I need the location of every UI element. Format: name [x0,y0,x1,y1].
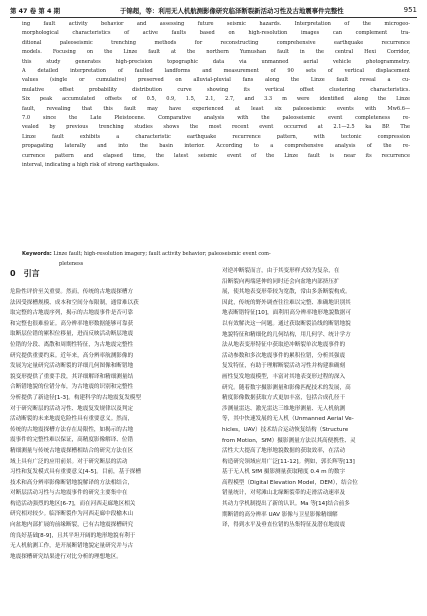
body-text-line: 传统的古地震探槽方法存在局限性，如揭示的古地 [10,426,134,433]
body-text-line: 法从地表变形特征中获取逆冲断裂单次地震事件的 [222,342,346,349]
body-text-line: 对于研究断层的活动习性、地震复发规律以及判定 [10,405,134,412]
body-text-line: 地貌特征和精细化的几何结构，用几何学、统计学方 [222,331,351,338]
running-title: 于锦超，等：利用无人机航测影像研究临泽断裂新活动习性及古地震事件完整性 [119,6,344,15]
keywords-line-1: Linze fault; high-resolution imagery; fault activity behavior; paleoseismic event com- [53,251,271,257]
body-text-line: 研究相对较少。临泽断裂作为河西走廊中段榆木山 [10,511,134,518]
abstract-line: this study generates high-precision topographic data via unmanned aerial vehicle photogrammetry. [22,58,410,65]
abstract-line: vealed by previous trenching studies shows the most recent event occurred at 2.1—2.5 ka BP. The [22,124,410,131]
abstract-line: models. Focusing on the Linze fault at the northern Yumushan fault in the central Hexi Corridor, [22,49,410,56]
english-abstract [22,20,410,171]
section-number: 0 [10,269,16,278]
section-title: 引言 [23,269,40,278]
body-text-line: 无人机航测工作，是开展断错地貌定量研究并与古 [10,543,134,550]
body-text-line: 基于无人机 SfM 摄影测量获取精度 0.4 m 的数字 [222,469,346,476]
abstract-line: currence pattern and elapsed time, the latest seismic event of the Linze fault is near its recurrence [22,152,410,159]
body-text-line: 向盆地内部扩展的前缘断裂，已有古地震探槽研究 [10,522,134,529]
abstract-line: Six peak accumulated offsets of 0.5, 0.9, 1.5, 2.1, 2.7, and 3.3 m were identified along the Linze [22,96,410,103]
abstract-line: 7.0 since the Late Pleistocene. Comparative analysis with the paleoseismic event completeness re- [22,115,410,122]
abstract-line: fault, revealing that this fault may have experienced at least six paleoseismic events with Mw6.6— [22,105,410,112]
body-text-line: 因此，传统的野外调查往往难以完整、准确地识别其 [222,299,351,306]
body-text-line: 技术和高分辨率影像断错地貌解译的方法相结合， [10,479,134,486]
abstract-line: ing fault activity behavior and assessing future seismic hazards. Interpretation of the microgeo- [22,21,410,27]
body-text-line: 精度影像数据获取方式更加丰富，包括合成孔径干 [222,395,346,402]
abstract-line: Linze fault exhibits a characteristic earthquake recurrence pattern, with tectonic compression [22,133,410,140]
body-text-line: 活性大大提高了地形地貌数据的获取效率，在活动 [222,448,346,455]
right-column [222,266,417,531]
body-text-line: 习性和复发模式具有重要意义[4-5]。目前，基于探槽 [10,469,141,476]
body-text-line: 研究提供重要约束。近年来，高分辨率航测影像的 [10,352,134,359]
body-text-line: 活动断裂的未来地震危险性具有重要意义。然而， [10,416,134,423]
body-text-line: 对断层活动习性与古地震事件的研究主要集中在 [10,490,128,497]
section-heading [10,268,40,279]
abstract-line: interval, indicating a high risk of strong earthquakes. [22,162,160,169]
abstract-line: propagating laterally and into the basin interior. According to a comprehensive analysis of the re- [22,143,410,150]
body-text-line: 发展为定量研究活动断裂的详细几何图像和断错地 [10,363,134,370]
body-text-line: 期断错的高分辨率 UAV 影像与卫星影像精细解 [222,511,338,518]
body-text-line: 涉测量雷达、激光雷达三维地形测量、无人机航测 [222,405,346,412]
body-text-line: 位错的分段、离散和周期性特征，为古地震完整性 [10,341,134,348]
left-column [10,287,205,562]
body-text-line: from Motion，SfM）摄影测量方法以其高便携性、灵 [222,437,356,444]
body-text-line: 危险性评价至关重要。然而，传统的古地震探槽方 [10,289,134,295]
body-text-line: 地震探槽研究结果进行对比分析的理想地区。 [10,553,122,560]
body-text-line: 画性复发地震模型，丰富对其地表变形过程的深入 [222,373,346,380]
body-text-line: 展，使其地表变形带较为宽散，常由多条断裂构成。 [222,289,351,296]
body-text-line: 错量统计，对莺滩山北缘断裂带的走滑活动速率及 [222,490,346,497]
body-text-line: 构造活动强烈的地区[6-7]，而在河西走廊地区相关 [10,500,136,507]
body-text-line: 法因受探槽规模、成本和空间分布限制，通常难以获 [10,299,139,306]
body-text-line: 地表断错特征[10]，面利用高分辨率地形地貌数据可 [222,310,351,317]
body-text-line: 精细测量与传统古地震探槽相结合的研究方法在区 [10,447,134,454]
body-text-line: 研究。随着数字摄影测量和影像匹配技术的发展，高 [222,384,351,391]
body-text-line: 的良好基础[8-9]，且其平坦开阔的地形地貌有利于 [10,532,136,539]
body-text-line: 取断层位错的累积位移量，进而反映活动断层地震 [10,331,134,338]
abstract-line: ditional paleoseismic trenching methods for reconstructing comprehensive earthquake recurrence [22,39,410,46]
keywords-line-2: pleteness [59,261,84,267]
body-text-line: 等，其中快速发展的无人机（Unmanned Aerial Ve- [222,416,354,423]
body-text-line: 复发特征，有助于理解断裂活动习性并构建准确刻 [222,363,346,370]
body-text-line: 构造研究领域应用广泛[11-12]。例如，郭长辉等[13] [222,458,355,465]
body-text-line: 其动力学机制提出了新的认识。Ma 等[14]结合前多 [222,501,350,508]
abstract-line: values (single or cumulative) preserved on alluvial-pluvial fans along the Linze fault reveal a cu- [22,77,410,84]
body-text-line: 译，得到水平及垂直位错的丛集特征及潜在地震震 [222,522,346,529]
body-text-line: hicles，UAV）技术结合运动恢复结构（Structure [222,426,349,433]
body-text-line: 沿断裂向两端延伸的同时还会向盆地内部挤压扩 [222,278,340,285]
page-number: 951 [403,6,417,14]
body-text-line: 和完整也很难验证。高分辨率地形数据能够可靠获 [10,320,134,327]
keywords-label: Keywords: [22,251,52,257]
body-text-line: 震事件的完整性难以保证，高精度影像解译、位错 [10,437,134,444]
body-text-line: 高程模型（Digital Elevation Model，DEM），结合位 [222,479,358,486]
abstract-line: morphological characteristics of active faults based on high-resolution images can complement tra- [22,30,410,37]
running-header [10,4,417,16]
header-rule [10,17,417,18]
abstract-line: mulative offset probability distribution curve showing its vertical offset clustering characteristics. [22,86,410,93]
body-text-line: 取完整的古地震序列，揭示的古地震事件是否可靠 [10,310,134,317]
body-text-line: 活动参数和多次地震事件的累积位错，分析其强震 [222,352,346,359]
abstract-line: A detailed interpretation of faulted landforms and measurement of 90 sets of vertical displacement [22,68,410,75]
journal-volume-issue: 第 47 卷 第 4 期 [10,6,61,15]
body-text-line: 分析提供了新途径[1-3]。构建科学的古地震复发模型 [10,394,141,401]
body-text-line: 对逆冲断裂而言，由于其变形样式较为复杂，在 [222,268,340,274]
body-text-line: 貌变形提供了重要手段，其详细解译和精细测量结 [10,373,134,380]
body-text-line: 以有效解决这一问题。通过获取断裂沿线的断错地貌 [222,320,351,327]
body-text-line: 域上具有广泛的应用前景。对于研究断层的活动 [10,458,128,465]
body-text-line: 合断错地貌的位错分布，为古地震的识别和完整性 [10,384,134,391]
